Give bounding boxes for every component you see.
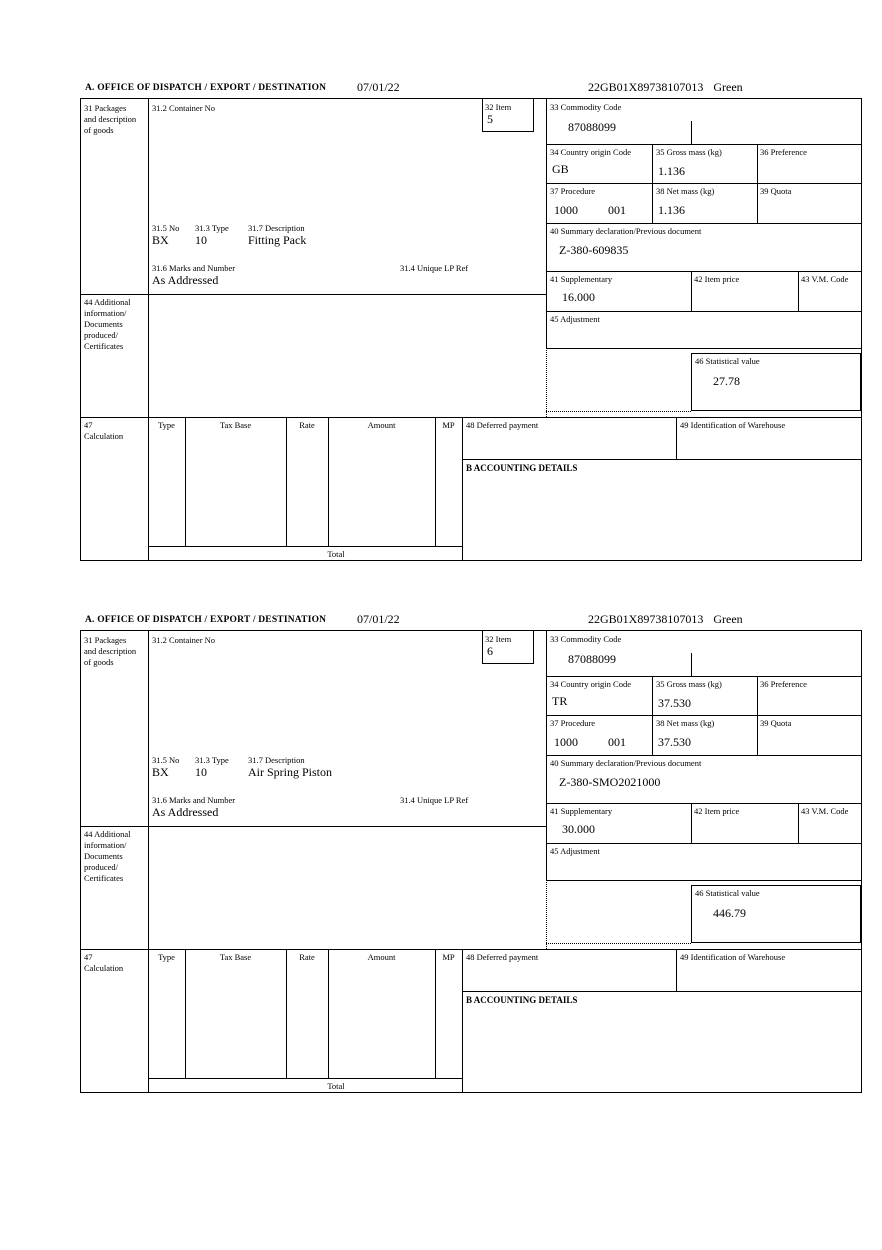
- package-type-value: 10: [195, 765, 207, 779]
- box37-row-bottom-rule: [546, 223, 861, 224]
- box43-label: 43 V.M. Code: [801, 806, 849, 816]
- calc-col-mp-header: MP: [442, 952, 455, 962]
- box39-label: 39 Quota: [760, 718, 792, 728]
- item-number-value: 5: [487, 112, 493, 126]
- box34-row-bottom-rule: [546, 183, 861, 184]
- calc-total-label: Total: [327, 1081, 345, 1091]
- supplementary-value: 16.000: [562, 290, 595, 304]
- box31-label: 31 Packages and description of goods: [84, 635, 137, 668]
- box43-label: 43 V.M. Code: [801, 274, 849, 284]
- procedure-value: 1000: [554, 735, 578, 749]
- box47-label: 47 Calculation: [84, 952, 124, 974]
- box45-label: 45 Adjustment: [550, 846, 600, 856]
- package-type-value: 10: [195, 233, 207, 247]
- box32-label: 32 Item: [485, 634, 512, 644]
- commodity-code-subdivider: [691, 121, 692, 144]
- summary-declaration-value: Z-380-SMO2021000: [559, 775, 661, 789]
- accounting-top-rule: [462, 991, 861, 992]
- calc-table-right-divider: [462, 417, 463, 560]
- box42-43-divider: [798, 271, 799, 311]
- box49-label: 49 Identification of Warehouse: [680, 952, 786, 962]
- box41-label: 41 Supplementary: [550, 806, 613, 816]
- calc-col-divider-3: [328, 417, 329, 546]
- box41-label: 41 Supplementary: [550, 274, 613, 284]
- box44-label: 44 Additional information/ Documents produced/ Certificates: [84, 829, 131, 884]
- box41-42-divider: [691, 803, 692, 843]
- dispatch-date: 07/01/22: [357, 612, 400, 626]
- box33-label: 33 Commodity Code: [550, 634, 622, 644]
- package-number-value: BX: [152, 233, 169, 247]
- box33-label: 33 Commodity Code: [550, 102, 622, 112]
- procedure-suffix-value: 001: [608, 735, 626, 749]
- box33-bottom-rule: [546, 676, 861, 677]
- box40-label: 40 Summary declaration/Previous document: [550, 226, 702, 236]
- goods-description-value: Fitting Pack: [248, 233, 307, 247]
- box42-label: 42 Item price: [694, 274, 740, 284]
- declaration-reference: [588, 612, 743, 627]
- calc-col-taxbase-header: Tax Base: [219, 420, 252, 430]
- dotted-horizontal-rule: [546, 943, 691, 944]
- calc-col-divider-1: [185, 949, 186, 1078]
- accounting-details-label: B ACCOUNTING DETAILS: [466, 995, 578, 1005]
- box46-label: 46 Statistical value: [695, 356, 760, 366]
- item-number-value: 6: [487, 644, 493, 658]
- box46-label: 46 Statistical value: [695, 888, 760, 898]
- country-origin-value: TR: [552, 694, 568, 708]
- package-number-value: BX: [152, 765, 169, 779]
- box31-4-label: 31.4 Unique LP Ref: [400, 263, 469, 273]
- calc-col-type-header: Type: [158, 420, 175, 430]
- box31-7-label: 31.7 Description: [248, 755, 305, 765]
- box33-bottom-rule: [546, 144, 861, 145]
- left-column-divider: [148, 99, 149, 560]
- procedure-suffix-value: 001: [608, 203, 626, 217]
- box31-3-label: 31.3 Type: [195, 755, 229, 765]
- box31-44-separator: [81, 826, 546, 827]
- box31-7-label: 31.7 Description: [248, 223, 305, 233]
- left-column-divider: [148, 631, 149, 1092]
- total-row-rule: [148, 1078, 462, 1079]
- calc-col-rate-header: Rate: [299, 420, 315, 430]
- box38-label: 38 Net mass (kg): [656, 186, 715, 196]
- box48-label: 48 Deferred payment: [466, 420, 539, 430]
- box41-row-bottom-rule: [546, 843, 861, 844]
- box31-5-label: 31.5 No: [152, 755, 180, 765]
- box40-bottom-rule: [546, 803, 861, 804]
- box34-label: 34 Country origin Code: [550, 679, 631, 689]
- box31-2-label: 31.2 Container No: [152, 103, 216, 113]
- box36-label: 36 Preference: [760, 679, 807, 689]
- calc-col-amount-header: Amount: [367, 952, 396, 962]
- calc-col-divider-3: [328, 949, 329, 1078]
- goods-description-value: Air Spring Piston: [248, 765, 333, 779]
- calc-col-rate-header: Rate: [299, 952, 315, 962]
- box42-43-divider: [798, 803, 799, 843]
- statistical-value: 446.79: [713, 906, 746, 920]
- supplementary-value: 30.000: [562, 822, 595, 836]
- box31-6-label: 31.6 Marks and Number: [152, 263, 236, 273]
- dotted-vertical-divider: [546, 348, 547, 417]
- box38-label: 38 Net mass (kg): [656, 718, 715, 728]
- country-origin-value: GB: [552, 162, 569, 176]
- statistical-value: 27.78: [713, 374, 740, 388]
- route-indicator: Green: [713, 80, 743, 94]
- declaration-reference: [588, 80, 743, 95]
- net-mass-value: 37.530: [658, 735, 691, 749]
- box34-label: 34 Country origin Code: [550, 147, 631, 157]
- summary-declaration-value: Z-380-609835: [559, 243, 629, 257]
- box31-6-label: 31.6 Marks and Number: [152, 795, 236, 805]
- commodity-code-value: 87088099: [568, 652, 616, 666]
- box48-label: 48 Deferred payment: [466, 952, 539, 962]
- box48-49-divider: [676, 949, 677, 991]
- box41-42-divider: [691, 271, 692, 311]
- calc-col-mp-header: MP: [442, 420, 455, 430]
- box34-row-bottom-rule: [546, 715, 861, 716]
- box44-label: 44 Additional information/ Documents produced/ Certificates: [84, 297, 131, 352]
- box45-bottom-rule: [546, 348, 861, 349]
- box39-label: 39 Quota: [760, 186, 792, 196]
- net-mass-value: 1.136: [658, 203, 685, 217]
- box31-44-separator: [81, 294, 546, 295]
- box45-bottom-rule: [546, 880, 861, 881]
- box49-label: 49 Identification of Warehouse: [680, 420, 786, 430]
- box47-label: 47 Calculation: [84, 420, 124, 442]
- box48-49-divider: [676, 417, 677, 459]
- calc-col-divider-2: [286, 949, 287, 1078]
- sad-item-block: [80, 80, 862, 561]
- box40-bottom-rule: [546, 271, 861, 272]
- mrn-number: 22GB01X89738107013: [588, 80, 704, 94]
- calc-row-top-rule: [81, 949, 861, 950]
- calc-col-divider-4: [435, 417, 436, 546]
- calc-col-taxbase-header: Tax Base: [219, 952, 252, 962]
- dotted-horizontal-rule: [546, 411, 691, 412]
- box31-5-label: 31.5 No: [152, 223, 180, 233]
- commodity-code-subdivider: [691, 653, 692, 676]
- office-of-dispatch-heading: A. OFFICE OF DISPATCH / EXPORT / DESTINATION: [85, 83, 327, 93]
- box31-4-label: 31.4 Unique LP Ref: [400, 795, 469, 805]
- box40-label: 40 Summary declaration/Previous document: [550, 758, 702, 768]
- box36-label: 36 Preference: [760, 147, 807, 157]
- gross-mass-value: 37.530: [658, 696, 691, 710]
- calc-col-amount-header: Amount: [367, 420, 396, 430]
- box35-label: 35 Gross mass (kg): [656, 679, 722, 689]
- route-indicator: Green: [713, 612, 743, 626]
- box41-row-bottom-rule: [546, 311, 861, 312]
- declaration-form-grid: [80, 98, 862, 561]
- gross-mass-value: 1.136: [658, 164, 685, 178]
- calc-col-divider-4: [435, 949, 436, 1078]
- accounting-top-rule: [462, 459, 861, 460]
- dotted-vertical-divider: [546, 880, 547, 949]
- marks-value: As Addressed: [152, 273, 219, 287]
- declaration-form-grid: [80, 630, 862, 1093]
- office-of-dispatch-heading: A. OFFICE OF DISPATCH / EXPORT / DESTINATION: [85, 615, 327, 625]
- calc-table-right-divider: [462, 949, 463, 1092]
- calc-col-divider-1: [185, 417, 186, 546]
- calc-col-divider-2: [286, 417, 287, 546]
- box37-label: 37 Procedure: [550, 718, 596, 728]
- box42-label: 42 Item price: [694, 806, 740, 816]
- box31-label: 31 Packages and description of goods: [84, 103, 137, 136]
- procedure-value: 1000: [554, 203, 578, 217]
- box32-label: 32 Item: [485, 102, 512, 112]
- dispatch-date: 07/01/22: [357, 80, 400, 94]
- commodity-code-value: 87088099: [568, 120, 616, 134]
- total-row-rule: [148, 546, 462, 547]
- box37-row-bottom-rule: [546, 755, 861, 756]
- box35-label: 35 Gross mass (kg): [656, 147, 722, 157]
- box45-label: 45 Adjustment: [550, 314, 600, 324]
- box31-3-label: 31.3 Type: [195, 223, 229, 233]
- mrn-number: 22GB01X89738107013: [588, 612, 704, 626]
- marks-value: As Addressed: [152, 805, 219, 819]
- box37-label: 37 Procedure: [550, 186, 596, 196]
- calc-total-label: Total: [327, 549, 345, 559]
- calc-col-type-header: Type: [158, 952, 175, 962]
- box31-2-label: 31.2 Container No: [152, 635, 216, 645]
- calc-row-top-rule: [81, 417, 861, 418]
- sad-item-block: [80, 612, 862, 1093]
- accounting-details-label: B ACCOUNTING DETAILS: [466, 463, 578, 473]
